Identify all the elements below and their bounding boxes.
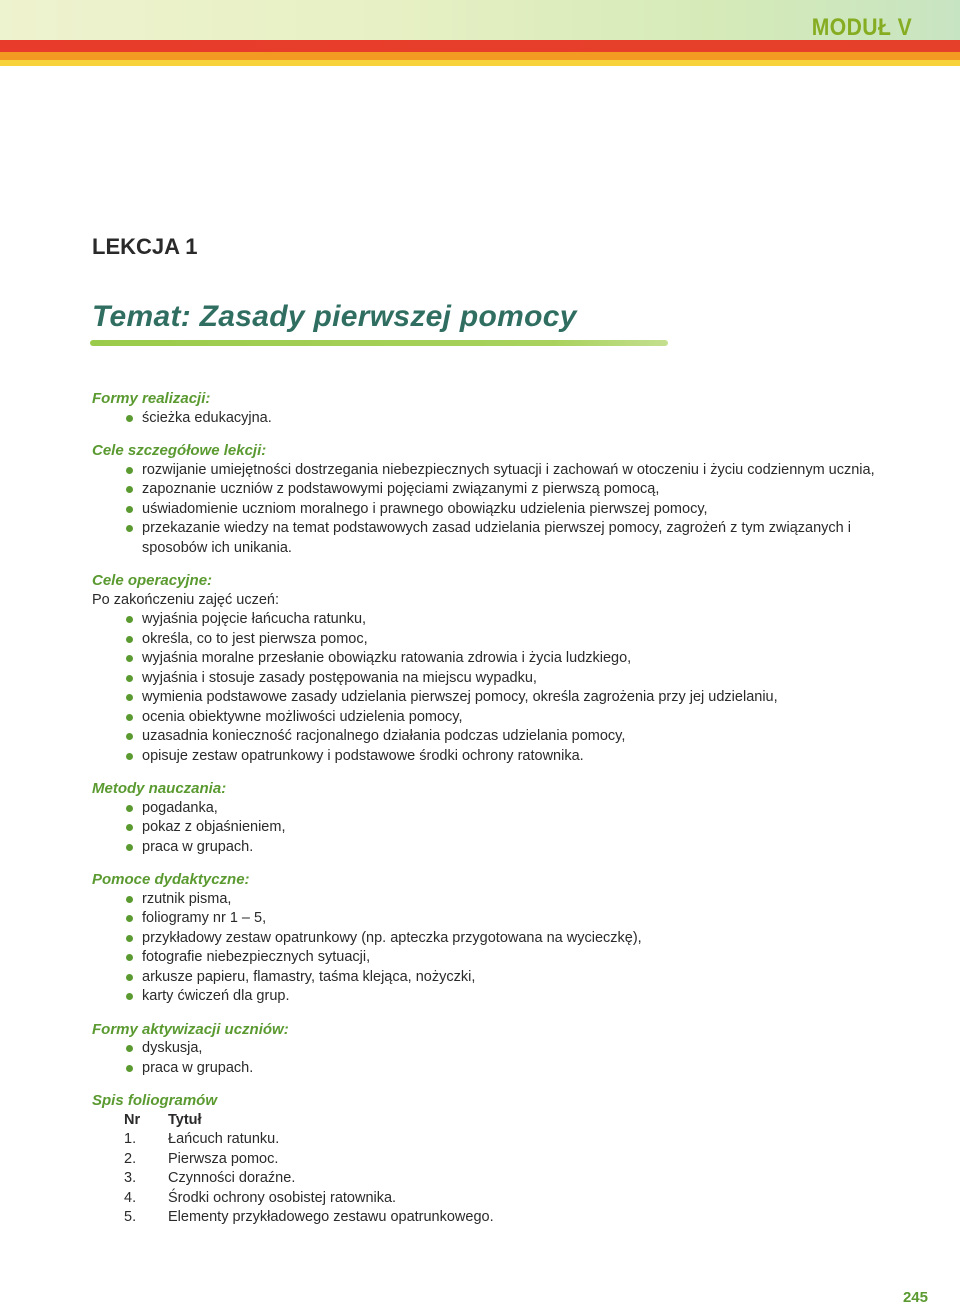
section-title: Pomoce dydaktyczne:	[92, 871, 250, 888]
topic-underline	[90, 340, 668, 346]
list-item: przykładowy zestaw opatrunkowy (np. apteczka przygotowana na wycieczkę),	[92, 929, 892, 949]
foliogram-table	[116, 1111, 494, 1228]
list-item: przekazanie wiedzy na temat podstawowych zasad udzielania pierwszej pomocy, zagrożeń z tym związanych i sposobów ich unikania.	[92, 519, 892, 558]
page-number: 245	[902, 1289, 928, 1306]
row-number: 1.	[124, 1131, 137, 1147]
list-item: zapoznanie uczniów z podstawowymi pojęciami związanymi z pierwszą pomocą,	[92, 480, 892, 500]
lesson-content	[92, 389, 892, 1241]
list-item: uświadomienie uczniom moralnego i prawnego obowiązku udzielenia pierwszej pomocy,	[92, 500, 892, 520]
list-item: praca w grupach.	[92, 838, 892, 858]
row-title: Elementy przykładowego zestawu opatrunkowego.	[168, 1209, 494, 1225]
row-number: 5.	[124, 1209, 137, 1225]
list-item: dyskusja,	[92, 1039, 892, 1059]
list-item: praca w grupach.	[92, 1059, 892, 1079]
section-methods	[92, 779, 892, 857]
list-item: pogadanka,	[92, 799, 892, 819]
row-number: 2.	[124, 1150, 137, 1167]
bullet-list	[92, 1039, 892, 1078]
section-title: Spis foliogramów	[92, 1092, 218, 1109]
section-title: Cele operacyjne:	[92, 572, 213, 589]
table-row	[116, 1150, 494, 1170]
topic-title: Temat: Zasady pierwszej pomocy	[92, 300, 577, 333]
section-aids	[92, 870, 892, 1007]
section-title: Formy aktywizacji uczniów:	[92, 1020, 289, 1038]
bullet-list	[92, 461, 892, 559]
section-goals	[92, 441, 892, 558]
table-row	[116, 1130, 494, 1150]
row-number: 4.	[124, 1189, 137, 1206]
bullet-list	[92, 799, 892, 858]
list-item: foliogramy nr 1 – 5,	[92, 909, 892, 929]
list-item: wyjaśnia pojęcie łańcucha ratunku,	[92, 610, 892, 630]
bullet-list	[92, 890, 892, 1007]
section-title: Cele szczegółowe lekcji:	[92, 442, 267, 459]
row-title: Pierwsza pomoc.	[168, 1150, 279, 1167]
section-forms	[92, 389, 892, 428]
table-row	[116, 1169, 494, 1189]
bullet-list	[92, 409, 892, 429]
section-foliograms	[92, 1091, 892, 1228]
section-intro: Po zakończeniu zajęć uczeń:	[92, 591, 279, 608]
header-stripe-orange	[0, 52, 960, 60]
section-title: Metody nauczania:	[92, 780, 227, 797]
table-header-row	[116, 1111, 494, 1131]
module-label: MODUŁ V	[811, 14, 912, 41]
section-operational	[92, 571, 892, 766]
column-header-nr: Nr	[124, 1111, 141, 1128]
bullet-list	[92, 610, 892, 766]
list-item: wymienia podstawowe zasady udzielania pierwszej pomocy, określa zagrożenia przy jej udzielaniu,	[92, 688, 892, 708]
column-header-title: Tytuł	[168, 1111, 202, 1128]
list-item: ocenia obiektywne możliwości udzielenia pomocy,	[92, 708, 892, 728]
list-item: wyjaśnia i stosuje zasady postępowania na miejscu wypadku,	[92, 669, 892, 689]
list-item: uzasadnia konieczność racjonalnego działania podczas udzielania pomocy,	[92, 727, 892, 747]
section-activation	[92, 1020, 892, 1079]
list-item: wyjaśnia moralne przesłanie obowiązku ratowania zdrowia i życia ludzkiego,	[92, 649, 892, 669]
list-item: pokaz z objaśnieniem,	[92, 818, 892, 838]
list-item: opisuje zestaw opatrunkowy i podstawowe środki ochrony ratownika.	[92, 747, 892, 767]
header-stripe-yellow	[0, 60, 960, 66]
row-title: Czynności doraźne.	[168, 1170, 296, 1186]
row-number: 3.	[124, 1170, 137, 1186]
section-title: Formy realizacji:	[92, 390, 211, 407]
list-item: fotografie niebezpiecznych sytuacji,	[92, 948, 892, 968]
list-item: karty ćwiczeń dla grup.	[92, 987, 892, 1007]
list-item: określa, co to jest pierwsza pomoc,	[92, 630, 892, 650]
list-item: ścieżka edukacyjna.	[92, 409, 892, 429]
row-title: Środki ochrony osobistej ratownika.	[168, 1189, 397, 1206]
row-title: Łańcuch ratunku.	[168, 1131, 280, 1147]
list-item: arkusze papieru, flamastry, taśma klejąca, nożyczki,	[92, 968, 892, 988]
list-item: rozwijanie umiejętności dostrzegania niebezpiecznych sytuacji i zachowań w otoczeniu i życiu codziennym ucznia,	[92, 461, 892, 481]
lesson-heading: LEKCJA 1	[92, 234, 198, 259]
list-item: rzutnik pisma,	[92, 890, 892, 910]
table-row	[116, 1189, 494, 1209]
table-row	[116, 1208, 494, 1228]
